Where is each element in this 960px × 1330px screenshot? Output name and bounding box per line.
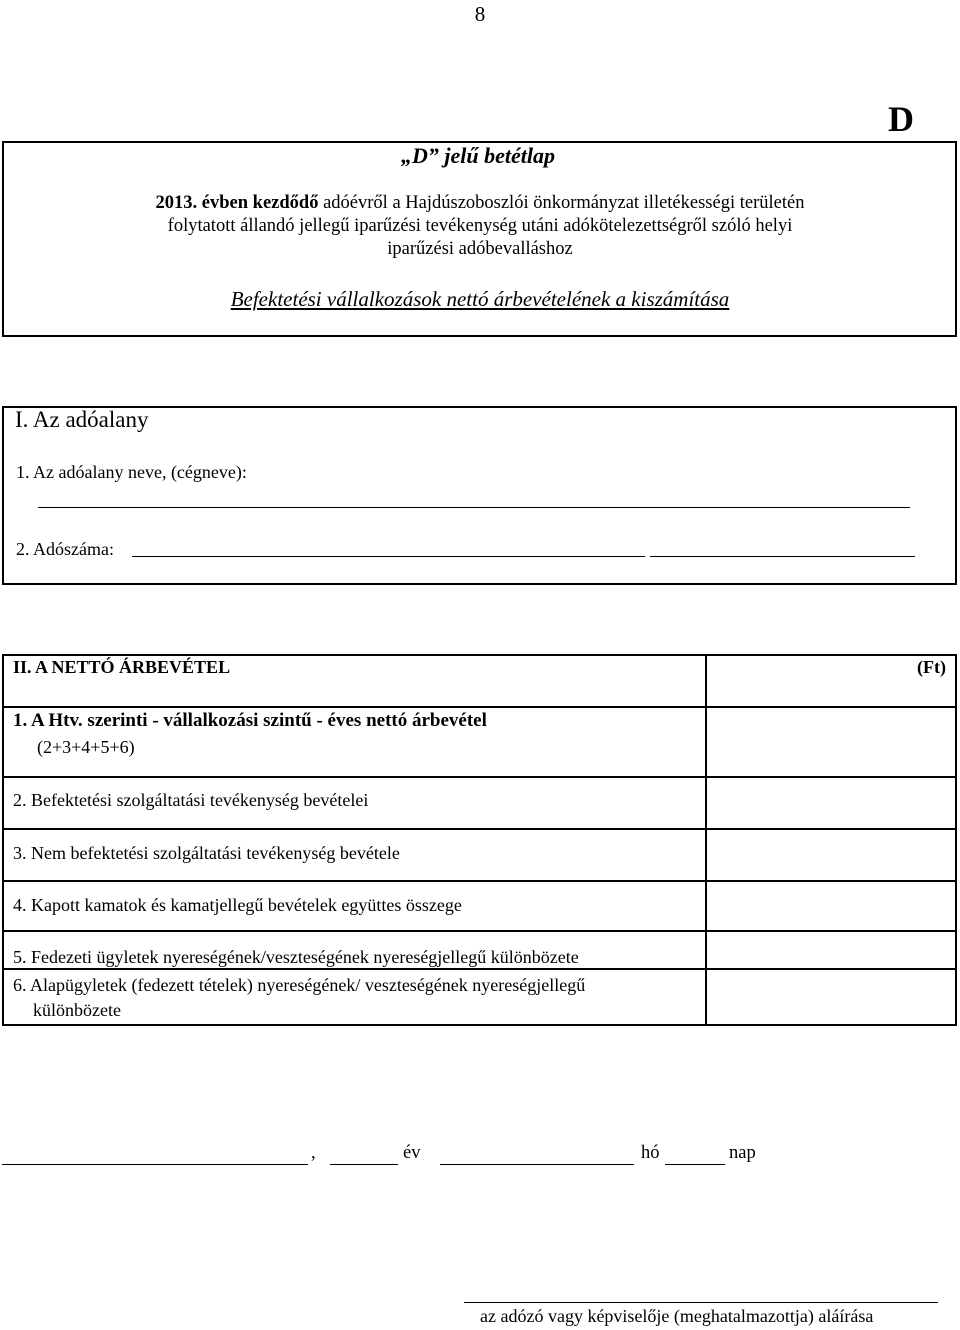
revenue-row-1-amount[interactable] [707,708,955,776]
currency-unit: (Ft) [917,657,946,677]
month-label: hó [641,1143,660,1163]
revenue-row-3-amount[interactable] [707,830,955,880]
revenue-row-5-amount[interactable] [707,932,955,968]
intro-text [110,192,850,261]
signature-field[interactable] [464,1302,938,1303]
intro-line-2: folytatott állandó jellegű iparűzési tevékenység utáni adókötelezettségről szóló helyi [167,216,793,236]
year-field[interactable] [330,1164,398,1165]
revenue-row-1-formula: (2+3+4+5+6) [37,737,135,757]
taxpayer-section-title: I. Az adóalany [15,407,149,432]
day-field[interactable] [665,1164,725,1165]
tax-number-field[interactable] [132,556,645,557]
tax-number-field-extra[interactable] [650,556,915,557]
date-comma: , [311,1143,316,1163]
intro-lead: 2013. évben kezdődő [155,193,319,213]
day-label: nap [729,1143,756,1163]
corner-letter: D [888,99,914,139]
place-field[interactable] [2,1164,308,1165]
sheet-title [0,143,960,169]
revenue-row-1-label: 1. A Htv. szerinti - vállalkozási szintű - éves nettó árbevétel [13,710,487,731]
sheet-title-text: „D” jelű betétlap [401,143,555,168]
intro-line-3: iparűzési adóbevalláshoz [387,239,573,259]
intro-line-1 [110,192,850,215]
month-field[interactable] [440,1164,634,1165]
page-number: 8 [474,2,486,26]
revenue-row-6-amount[interactable] [707,970,955,1024]
revenue-row-4-label: 4. Kapott kamatok és kamatjellegű bevételek együttes összege [13,895,462,915]
intro-rest: adóévről a Hajdúszoboszlói önkormányzat illetékességi területén [318,193,805,213]
revenue-row-2-amount[interactable] [707,778,955,828]
revenue-row-3-label: 3. Nem befektetési szolgáltatási tevékenység bevétele [13,843,400,863]
tax-number-label: 2. Adószáma: [16,539,114,559]
sheet-subtitle: Befektetési vállalkozások nettó árbevételének a kiszámítása [230,287,730,311]
revenue-row-4-amount[interactable] [707,882,955,930]
taxpayer-name-field[interactable] [38,507,910,508]
signature-caption: az adózó vagy képviselője (meghatalmazottja) aláírása [480,1306,874,1326]
revenue-row-5-label: 5. Fedezeti ügyletek nyereségének/veszteségének nyereségjellegű különbözete [13,947,579,967]
revenue-row-6-label-cont: különbözete [33,1000,121,1020]
revenue-row-2-label: 2. Befektetési szolgáltatási tevékenység bevételei [13,790,369,810]
year-label: év [403,1143,421,1163]
revenue-row-6-label: 6. Alapügyletek (fedezett tételek) nyereségének/ veszteségének nyereségjellegű [13,975,586,995]
revenue-section-title: II. A NETTÓ ÁRBEVÉTEL [13,657,231,677]
taxpayer-name-label: 1. Az adóalany neve, (cégneve): [16,462,247,482]
